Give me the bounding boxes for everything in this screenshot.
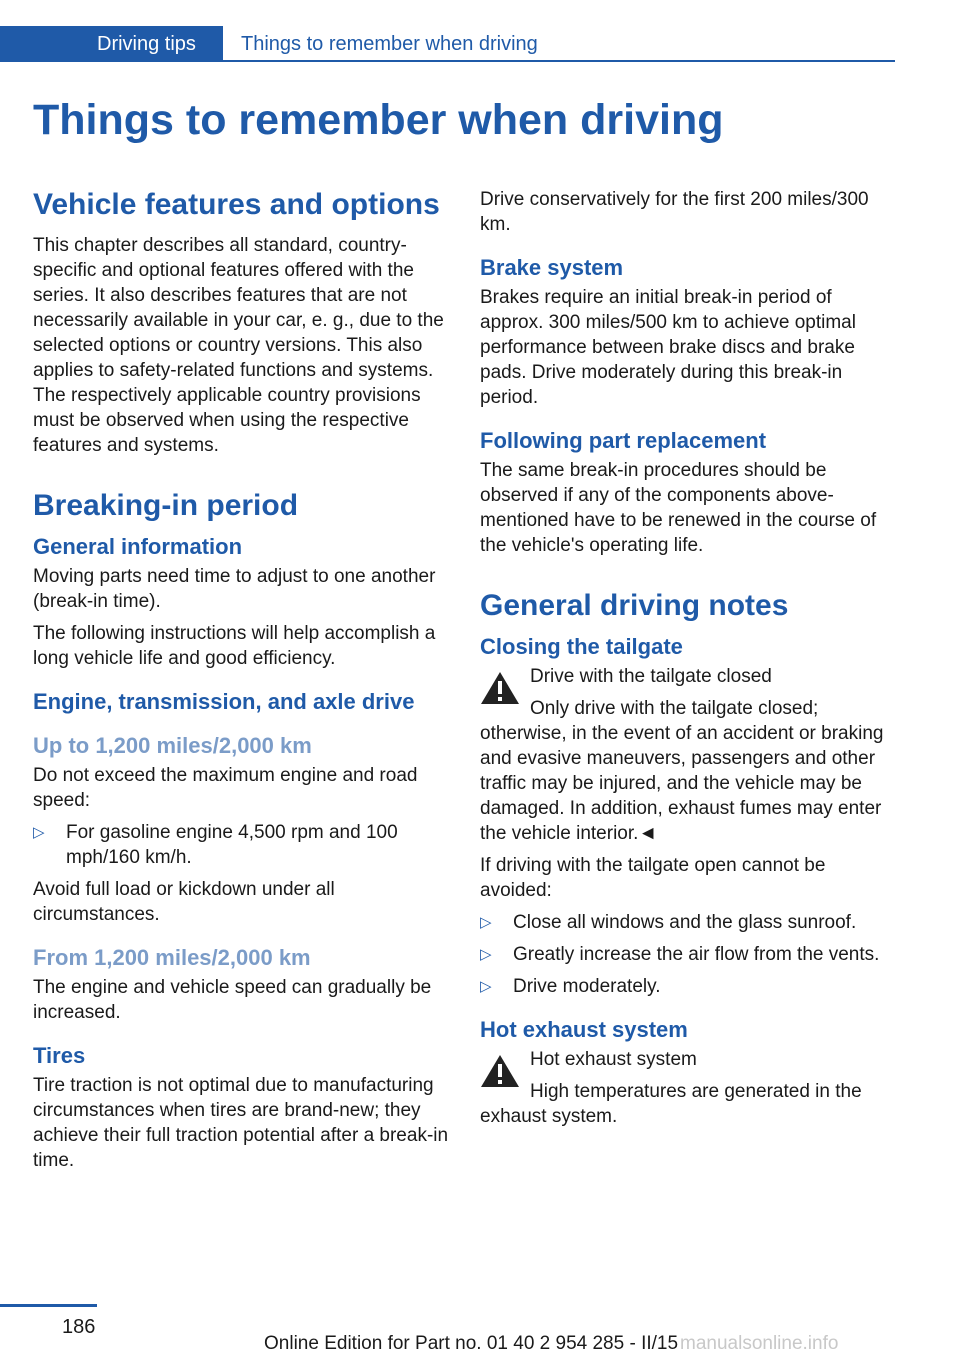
paragraph-drive-conservatively: Drive conservatively for the first 200 miles/300 km.	[480, 189, 869, 235]
paragraph-from: The engine and vehicle speed can gradually be increased.	[33, 977, 432, 1023]
heading-tires: Tires	[33, 1043, 86, 1068]
right-column	[480, 187, 898, 1136]
paragraph-tailgate-open: If driving with the tailgate open cannot be avoided:	[480, 855, 826, 901]
watermark: manualsonline.info	[680, 1333, 839, 1354]
heading-breaking-in: Breaking-in period	[33, 489, 299, 522]
page-number: 186	[62, 1316, 96, 1338]
warning-title: Drive with the tailgate closed	[530, 666, 772, 687]
triangle-bullet-icon: ▷	[33, 824, 45, 841]
list-item-text: Close all windows and the glass sunroof.	[513, 912, 857, 933]
left-column	[33, 187, 451, 1180]
paragraph-tires: Tire traction is not optimal due to manufacturing circumstances when tires are brand-new; they achieve their full traction potential after a break-in time.	[33, 1075, 449, 1171]
running-header	[0, 26, 895, 62]
page-title: Things to remember when driving	[33, 96, 724, 144]
heading-up-to: Up to 1,200 miles/2,000 km	[33, 733, 312, 758]
heading-hot-exhaust: Hot exhaust system	[480, 1017, 688, 1042]
heading-engine: Engine, transmission, and axle drive	[33, 689, 415, 714]
warning-icon	[480, 1053, 520, 1089]
header-rule	[223, 60, 895, 62]
warning-icon	[480, 670, 520, 706]
header-section-label: Driving tips	[97, 33, 196, 55]
warning-body: Only drive with the tailgate closed; otherwise, in the event of an accident or braking and evasive maneuvers, passengers and other traffic may be injured, and the vehicle may be damaged. In addition, exhaust fumes may enter the vehicle interior.◄	[480, 698, 884, 844]
paragraph-vehicle-features: This chapter describes all standard, country-specific and optional features offered with the series. It also describes features that are not necessarily available in your car, e. g., due to the selected options or country versions. This also applies to safety-related functions and systems. The respectively applicable country provisions must be observed when using the respective features and systems.	[33, 235, 444, 456]
list-item-text: For gasoline engine 4,500 rpm and 100 mph/160 km/h.	[66, 822, 398, 868]
heading-vehicle-features: Vehicle features and options	[33, 188, 440, 221]
list-item	[480, 942, 898, 967]
warning-tailgate	[480, 664, 898, 846]
footer-rule	[0, 1304, 97, 1307]
list-item	[33, 820, 451, 870]
triangle-bullet-icon: ▷	[480, 978, 492, 995]
list-item	[480, 910, 898, 935]
list-item	[480, 974, 898, 999]
paragraph-up-to: Do not exceed the maximum engine and road speed:	[33, 765, 418, 811]
heading-following: Following part replacement	[480, 428, 767, 453]
paragraph-following: The same break-in procedures should be observed if any of the components above-mentioned have to be renewed in the course of the vehicle's operating life.	[480, 460, 877, 556]
paragraph-brake: Brakes require an initial break-in period of approx. 300 miles/500 km to achieve optimal performance between brake discs and brake pads. Drive moderately during this break-in period.	[480, 287, 856, 408]
triangle-bullet-icon: ▷	[480, 946, 492, 963]
heading-from: From 1,200 miles/2,000 km	[33, 945, 311, 970]
triangle-bullet-icon: ▷	[480, 914, 492, 931]
header-section-tab[interactable]	[0, 26, 223, 62]
heading-brake-system: Brake system	[480, 255, 624, 280]
list-item-text: Drive moderately.	[513, 976, 661, 997]
warning-exhaust	[480, 1047, 898, 1129]
heading-closing-tailgate: Closing the tailgate	[480, 634, 683, 659]
paragraph-general-1: Moving parts need time to adjust to one another (break-in time).	[33, 566, 436, 612]
header-topic-label: Things to remember when driving	[241, 33, 538, 55]
warning-body: High temperatures are generated in the exhaust system.	[480, 1081, 862, 1127]
heading-general-information: General information	[33, 534, 243, 559]
paragraph-general-2: The following instructions will help accomplish a long vehicle life and good efficiency.	[33, 623, 436, 669]
heading-general-driving-notes: General driving notes	[480, 589, 789, 622]
warning-title: Hot exhaust system	[530, 1049, 697, 1070]
edition-note: Online Edition for Part no. 01 40 2 954 285 - II/15	[264, 1333, 679, 1354]
paragraph-avoid: Avoid full load or kickdown under all circumstances.	[33, 879, 335, 925]
list-item-text: Greatly increase the air flow from the vents.	[513, 944, 880, 965]
